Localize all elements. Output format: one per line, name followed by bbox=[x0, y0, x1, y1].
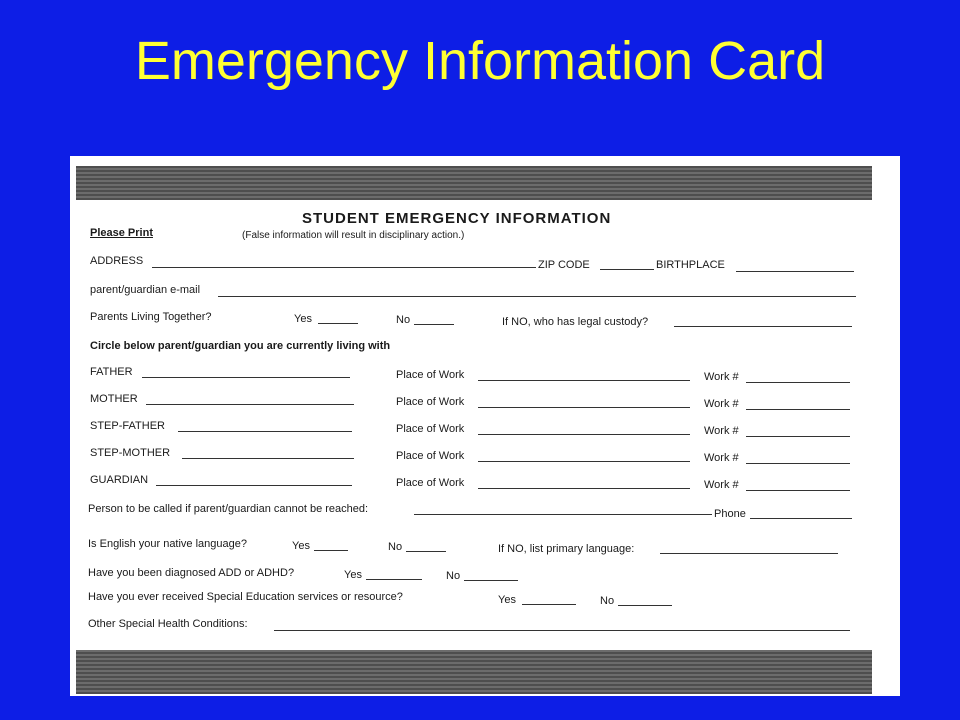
primary-language-field[interactable] bbox=[660, 553, 838, 554]
guardian-label-guardian: GUARDIAN bbox=[90, 474, 149, 486]
english-yes-field[interactable] bbox=[314, 550, 348, 551]
step-father-work-number-label: Work # bbox=[704, 425, 739, 437]
guardian-field[interactable] bbox=[156, 485, 352, 486]
father-work-label: Place of Work bbox=[396, 369, 465, 381]
emergency-card-scan bbox=[70, 156, 900, 696]
disclaimer-text: (False information will result in disciplinary action.) bbox=[242, 230, 465, 241]
mother-work-number-field[interactable] bbox=[746, 409, 850, 410]
birthplace-label: BIRTHPLACE bbox=[656, 259, 725, 271]
email-field[interactable] bbox=[218, 296, 856, 297]
adhd-yes-label: Yes bbox=[344, 569, 362, 581]
step-mother-work-number-label: Work # bbox=[704, 452, 739, 464]
english-question: Is English your native language? bbox=[88, 538, 247, 550]
mother-work-field[interactable] bbox=[478, 407, 690, 408]
other-health-label: Other Special Health Conditions: bbox=[88, 618, 248, 630]
english-yes-label: Yes bbox=[292, 540, 310, 552]
contact-field[interactable] bbox=[414, 514, 712, 515]
guardian-label-mother: MOTHER bbox=[90, 393, 138, 405]
guardian-work-number-field[interactable] bbox=[746, 490, 850, 491]
guardian-work-label: Place of Work bbox=[396, 477, 465, 489]
step-father-work-number-field[interactable] bbox=[746, 436, 850, 437]
birthplace-field[interactable] bbox=[736, 271, 854, 272]
email-label: parent/guardian e-mail bbox=[90, 284, 201, 296]
address-field[interactable] bbox=[152, 267, 536, 268]
parents-no-field[interactable] bbox=[414, 324, 454, 325]
other-health-field[interactable] bbox=[274, 630, 850, 631]
english-no-label: No bbox=[388, 541, 403, 553]
custody-label: If NO, who has legal custody? bbox=[502, 316, 649, 328]
step-mother-field[interactable] bbox=[182, 458, 354, 459]
father-field[interactable] bbox=[142, 377, 350, 378]
parents-together-label: Parents Living Together? bbox=[90, 311, 212, 323]
mother-work-number-label: Work # bbox=[704, 398, 739, 410]
guardian-label-step-father: STEP-FATHER bbox=[90, 420, 165, 432]
primary-language-label: If NO, list primary language: bbox=[498, 543, 635, 555]
step-mother-work-number-field[interactable] bbox=[746, 463, 850, 464]
adhd-no-field[interactable] bbox=[464, 580, 518, 581]
step-father-work-field[interactable] bbox=[478, 434, 690, 435]
mother-work-label: Place of Work bbox=[396, 396, 465, 408]
mother-field[interactable] bbox=[146, 404, 354, 405]
adhd-no-label: No bbox=[446, 570, 461, 582]
guardian-label-father: FATHER bbox=[90, 366, 133, 378]
address-label: ADDRESS bbox=[90, 255, 144, 267]
contact-label: Person to be called if parent/guardian cannot be reached: bbox=[88, 503, 369, 515]
guardian-label-step-mother: STEP-MOTHER bbox=[90, 447, 171, 459]
circle-instruction: Circle below parent/guardian you are currently living with bbox=[90, 340, 391, 352]
form-title: STUDENT EMERGENCY INFORMATION bbox=[302, 210, 612, 227]
parents-no-label: No bbox=[396, 314, 411, 326]
father-work-number-field[interactable] bbox=[746, 382, 850, 383]
phone-label: Phone bbox=[714, 508, 746, 520]
father-work-field[interactable] bbox=[478, 380, 690, 381]
zip-code-label: ZIP CODE bbox=[538, 259, 590, 271]
guardian-work-field[interactable] bbox=[478, 488, 690, 489]
special-ed-yes-field[interactable] bbox=[522, 604, 576, 605]
special-ed-no-label: No bbox=[600, 595, 615, 607]
special-ed-no-field[interactable] bbox=[618, 605, 672, 606]
adhd-question: Have you been diagnosed ADD or ADHD? bbox=[88, 567, 295, 579]
step-father-work-label: Place of Work bbox=[396, 423, 465, 435]
parents-yes-label: Yes bbox=[294, 313, 312, 325]
parents-yes-field[interactable] bbox=[318, 323, 358, 324]
adhd-yes-field[interactable] bbox=[366, 579, 422, 580]
step-mother-work-field[interactable] bbox=[478, 461, 690, 462]
special-ed-question: Have you ever received Special Education services or resource? bbox=[88, 591, 403, 603]
custody-field[interactable] bbox=[674, 326, 852, 327]
special-ed-yes-label: Yes bbox=[498, 594, 516, 606]
step-father-field[interactable] bbox=[178, 431, 352, 432]
slide-title: Emergency Information Card bbox=[134, 31, 826, 91]
phone-field[interactable] bbox=[750, 518, 852, 519]
please-print-label: Please Print bbox=[90, 227, 153, 239]
step-mother-work-label: Place of Work bbox=[396, 450, 465, 462]
zip-code-field[interactable] bbox=[600, 269, 654, 270]
card-bottom-bar bbox=[76, 650, 872, 694]
card-top-bar bbox=[76, 166, 872, 200]
english-no-field[interactable] bbox=[406, 551, 446, 552]
guardian-work-number-label: Work # bbox=[704, 479, 739, 491]
father-work-number-label: Work # bbox=[704, 371, 739, 383]
